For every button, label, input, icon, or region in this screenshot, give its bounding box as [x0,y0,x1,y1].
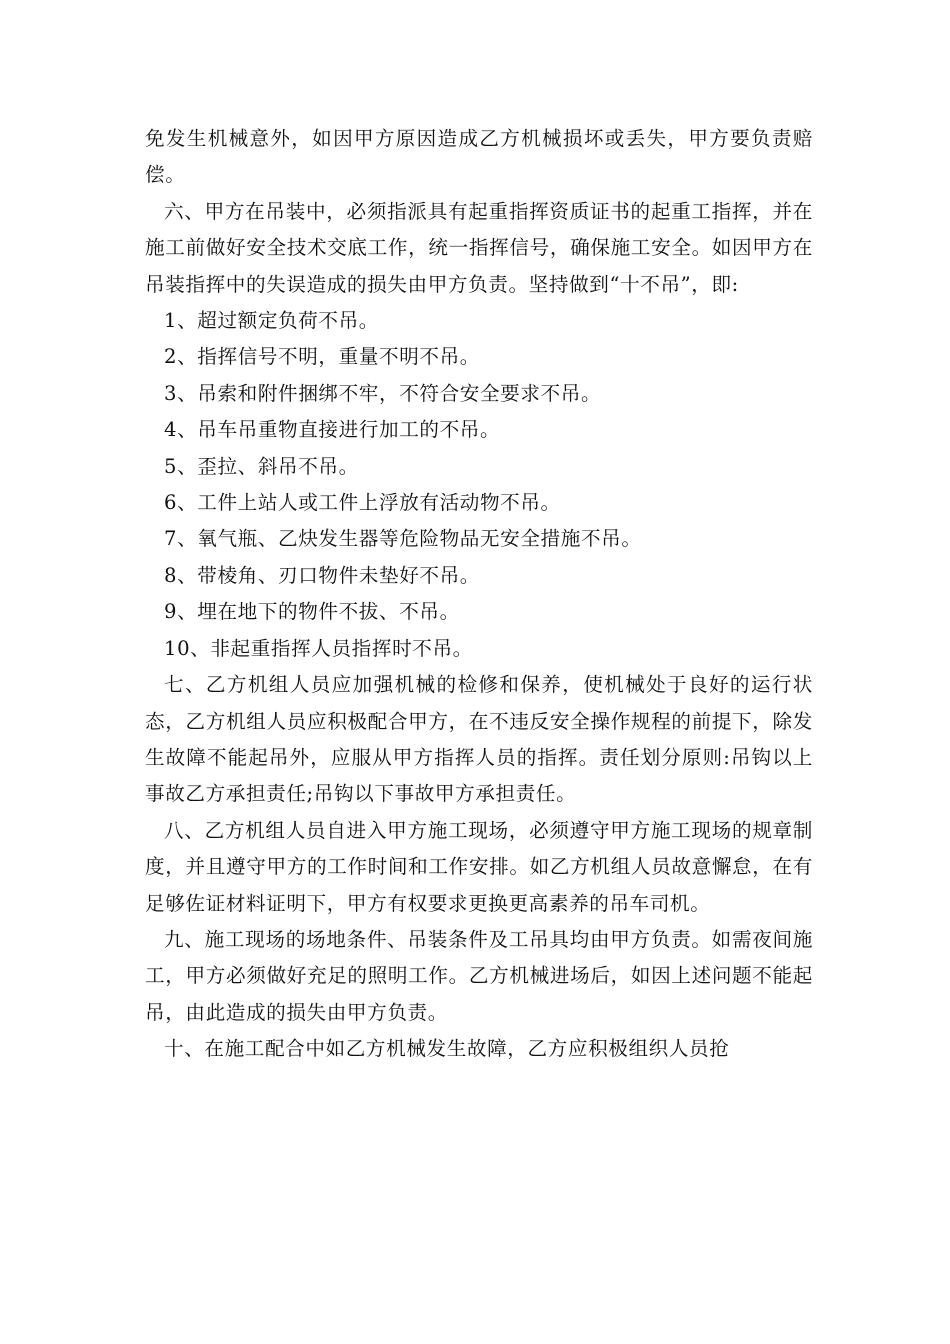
list-item: 3、吊索和附件捆绑不牢，不符合安全要求不吊。 [164,381,602,405]
section-eight-paragraph: 八、乙方机组人员自进入甲方施工现场，必须遵守甲方施工现场的规章制度，并且遵守甲方的工作时间和工作安排。如乙方机组人员故意懈怠，在有足够佐证材料证明下，甲方有权要求更换更高素养的吊车司机。 [145,818,813,915]
document-body [145,121,813,1068]
list-item: 5、歪拉、斜吊不吊。 [164,454,359,478]
list-item: 8、带棱角、刃口物件未垫好不吊。 [164,563,480,587]
section-ten-paragraph: 十、在施工配合中如乙方机械发生故障，乙方应积极组织人员抢 [164,1037,730,1061]
opening-paragraph: 免发生机械意外，如因甲方原因造成乙方机械损坏或丢失，甲方要负责赔偿。 [145,127,813,187]
list-item: 1、超过额定负荷不吊。 [164,309,380,333]
list-item: 4、吊车吊重物直接进行加工的不吊。 [164,418,501,442]
list-item: 9、埋在地下的物件不拔、不吊。 [164,600,460,624]
list-item: 2、指挥信号不明，重量不明不吊。 [164,345,480,369]
section-six-paragraph: 六、甲方在吊装中，必须指派具有起重指挥资质证书的起重工指挥，并在施工前做好安全技术交底工作，统一指挥信号，确保施工安全。如因甲方在吊装指挥中的失误造成的损失由甲方负责。坚持做到“十不吊”，即: [145,199,813,296]
section-nine-paragraph: 九、施工现场的场地条件、吊装条件及工吊具均由甲方负责。如需夜间施工，甲方必须做好充足的照明工作。乙方机械进场后，如因上述问题不能起吊，由此造成的损失由甲方负责。 [145,927,813,1024]
list-item: 6、工件上站人或工件上浮放有活动物不吊。 [164,491,561,515]
ten-rules-list [145,303,813,667]
section-seven-paragraph: 七、乙方机组人员应加强机械的检修和保养，使机械处于良好的运行状态，乙方机组人员应积极配合甲方，在不违反安全操作规程的前提下，除发生故障不能起吊外，应服从甲方指挥人员的指挥。责任划分原则:吊钩以上事故乙方承担责任;吊钩以下事故甲方承担责任。 [145,673,813,806]
list-item: 10、非起重指挥人员指挥时不吊。 [164,636,473,660]
list-item: 7、氧气瓶、乙炔发生器等危险物品无安全措施不吊。 [164,527,642,551]
